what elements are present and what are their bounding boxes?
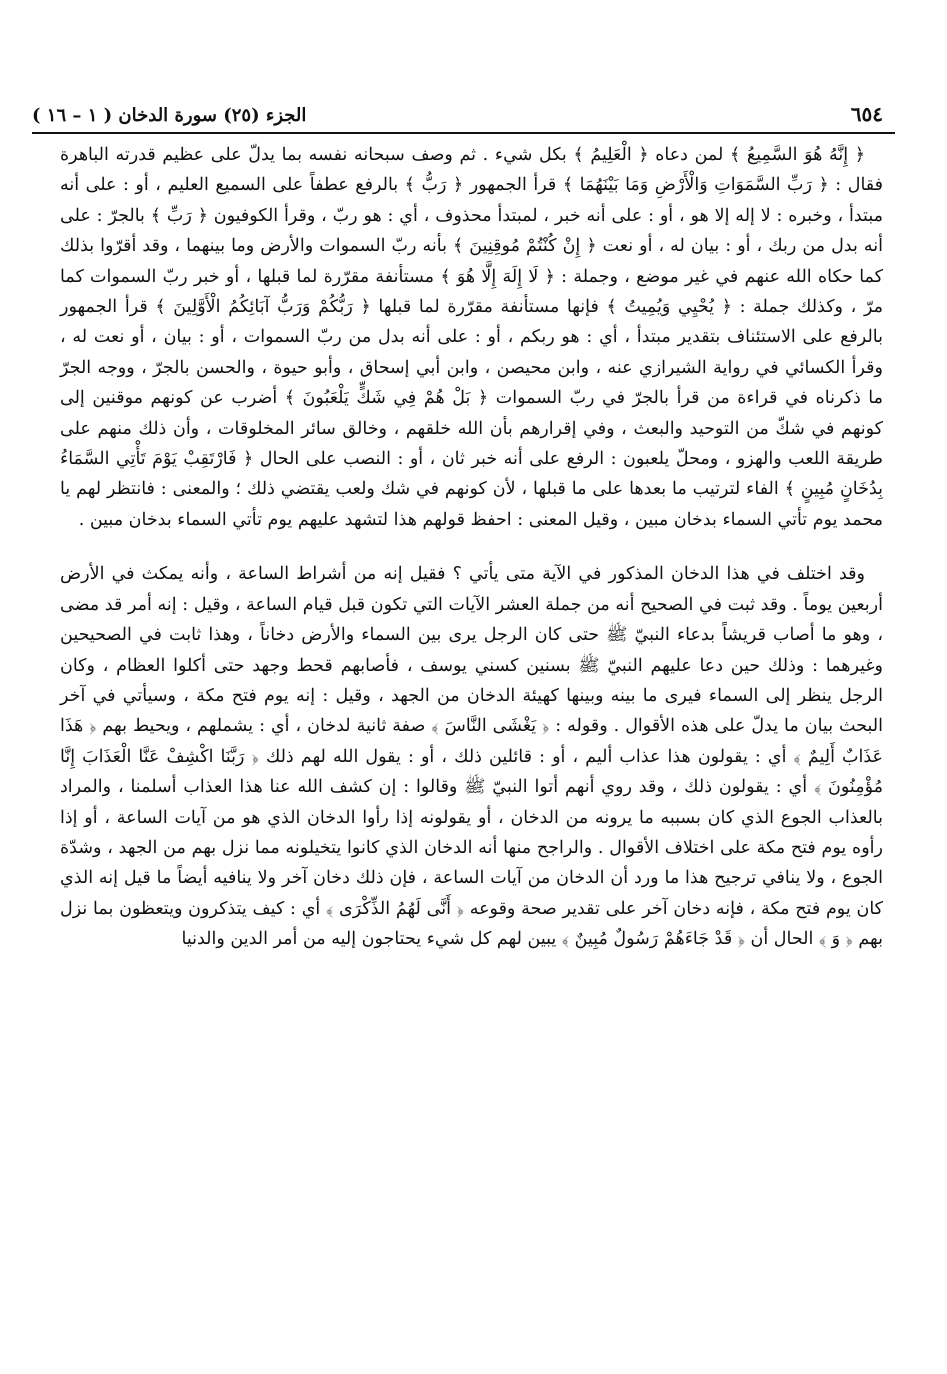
page-number: ٦٥٤ bbox=[850, 102, 883, 126]
tafsir-text bbox=[60, 140, 883, 955]
paragraph-2: وقد اختلف في هذا الدخان المذكور في الآية متى يأتي ؟ فقيل إنه من أشراط الساعة ، وأنه يمكث في الأرض أربعين يوماً . وقد ثبت في الصحيح أنه من جملة العشر الآيات التي تكون قبل قيام الساعة ، وقيل : إنه أمر قد مضى ، وهو ما أصاب قريشاً بدعاء النبيّ ﷺ حتى كان الرجل يرى بين السماء والأرض دخاناً ، وهذا ثابت في الصحيحين وغيرهما : وذلك حين دعا عليهم النبيّ ﷺ بسنين كسني يوسف ، فأصابهم قحط وجهد حتى أكلوا العظام ، وكان الرجل ينظر إلى السماء فيرى ما بينه وبينها كهيئة الدخان من الجهد ، وقيل : إنه يوم فتح مكة ، وسيأتي في آخر البحث بيان ما يدلّ على هذه الأقوال . وقوله : ﴿ يَغْشَى النَّاسَ ﴾ صفة ثانية لدخان ، أي : يشملهم ، ويحيط بهم ﴿ هَذَا عَذَابٌ أَلِيمٌ ﴾ أي : يقولون هذا عذاب أليم ، أو : قائلين ذلك ، أو : يقول الله لهم ذلك ﴿ رَبَّنَا اكْشِفْ عَنَّا الْعَذَابَ إِنَّا مُؤْمِنُونَ ﴾ أي : يقولون ذلك ، وقد روي أنهم أتوا النبيّ ﷺ وقالوا : إن كشف الله عنا هذا العذاب أسلمنا ، والمراد بالعذاب الجوع الذي كان بسببه ما يرونه من الدخان ، أو يقولونه إذا رأوا الدخان الذي هو من آيات الساعة ، أو إذا رأوه يوم فتح مكة على اختلاف الأقوال . والراجح منها أنه الدخان الذي كانوا يتخيلونه مما نزل بهم من الجهد ، وشدّة الجوع ، ولا ينافي ترجيح هذا ما ورد أن الدخان من آيات الساعة ، فإن ذلك دخان آخر ولا ينافيه أيضاً ما قيل إنه الذي كان يوم فتح مكة ، فإنه دخان آخر على تقدير صحة وقوعه ﴿ أَنَّى لَهُمُ الذِّكْرَى ﴾ أي : كيف يتذكرون ويتعظون بما نزل بهم ﴿ وَ ﴾ الحال أن ﴿ قَدْ جَاءَهُمْ رَسُولٌ مُبِينٌ ﴾ يبين لهم كل شيء يحتاجون إليه من أمر الدين والدنيا bbox=[60, 564, 883, 950]
header-divider bbox=[32, 132, 895, 134]
running-title: الجزء (٢٥) سورة الدخان ( ١ – ١٦ ) bbox=[32, 105, 307, 126]
page-header bbox=[32, 92, 883, 126]
paragraph-1: ﴿ إِنَّهُ هُوَ السَّمِيعُ ﴾ لمن دعاه ﴿ الْعَلِيمُ ﴾ بكل شيء . ثم وصف سبحانه نفسه بما يدلّ على عظيم قدرته الباهرة فقال : ﴿ رَبِّ السَّمَوَاتِ وَالْأَرْضِ وَمَا بَيْنَهُمَا ﴾ قرأ الجمهور ﴿ رَبُّ ﴾ بالرفع عطفاً على السميع العليم ، أو : على أنه مبتدأ ، وخبره : لا إله إلا هو ، أو : على أنه خبر ، لمبتدأ محذوف ، أي : هو ربّ ، وقرأ الكوفيون ﴿ رَبِّ ﴾ بالجرّ : على أنه بدل من ربك ، أو : بيان له ، أو نعت ﴿ إِنْ كُنْتُمْ مُوقِنِينَ ﴾ بأنه ربّ السموات والأرض وما بينهما ، وقد أقرّوا بذلك كما حكاه الله عنهم في غير موضع ، وجملة : ﴿ لَا إِلَهَ إِلَّا هُوَ ﴾ مستأنفة مقرّرة لما قبلها ، أو خبر ربّ السموات كما مرّ ، وكذلك جملة : ﴿ يُحْيِي وَيُمِيتُ ﴾ فإنها مستأنفة مقرّرة لما قبلها ﴿ رَبُّكُمْ وَرَبُّ آبَائِكُمُ الْأَوَّلِينَ ﴾ قرأ الجمهور بالرفع على الاستئناف بتقدير مبتدأ ، أي : هو ربكم ، أو : على أنه بدل من ربّ السموات ، أو : بيان ، أو نعت له ، وقرأ الكسائي في رواية الشيرازي عنه ، وابن محيصن ، وابن أبي إسحاق ، وأبو حيوة ، والحسن بالجرّ ، ووجه الجرّ ما ذكرناه في قراءة من قرأ بالجرّ في ربّ السموات ﴿ بَلْ هُمْ فِي شَكٍّ يَلْعَبُونَ ﴾ أضرب عن كونهم موقنين إلى كونهم في شكّ من التوحيد والبعث ، وفي إقرارهم بأن الله خلقهم ، وخالق سائر المخلوقات ، وأن ذلك منهم على طريقة اللعب والهزو ، ومحلّ يلعبون : الرفع على أنه خبر ثان ، أو : النصب على الحال ﴿ فَارْتَقِبْ يَوْمَ تَأْتِي السَّمَاءُ بِدُخَانٍ مُبِينٍ ﴾ الفاء لترتيب ما بعدها على ما قبلها ، لأن كونهم في شك ولعب يقتضي ذلك ؛ والمعنى : فانتظر لهم يا محمد يوم تأتي السماء بدخان مبين ، وقيل المعنى : احفظ قولهم هذا لتشهد عليهم يوم تأتي السماء بدخان مبين . bbox=[60, 145, 883, 530]
